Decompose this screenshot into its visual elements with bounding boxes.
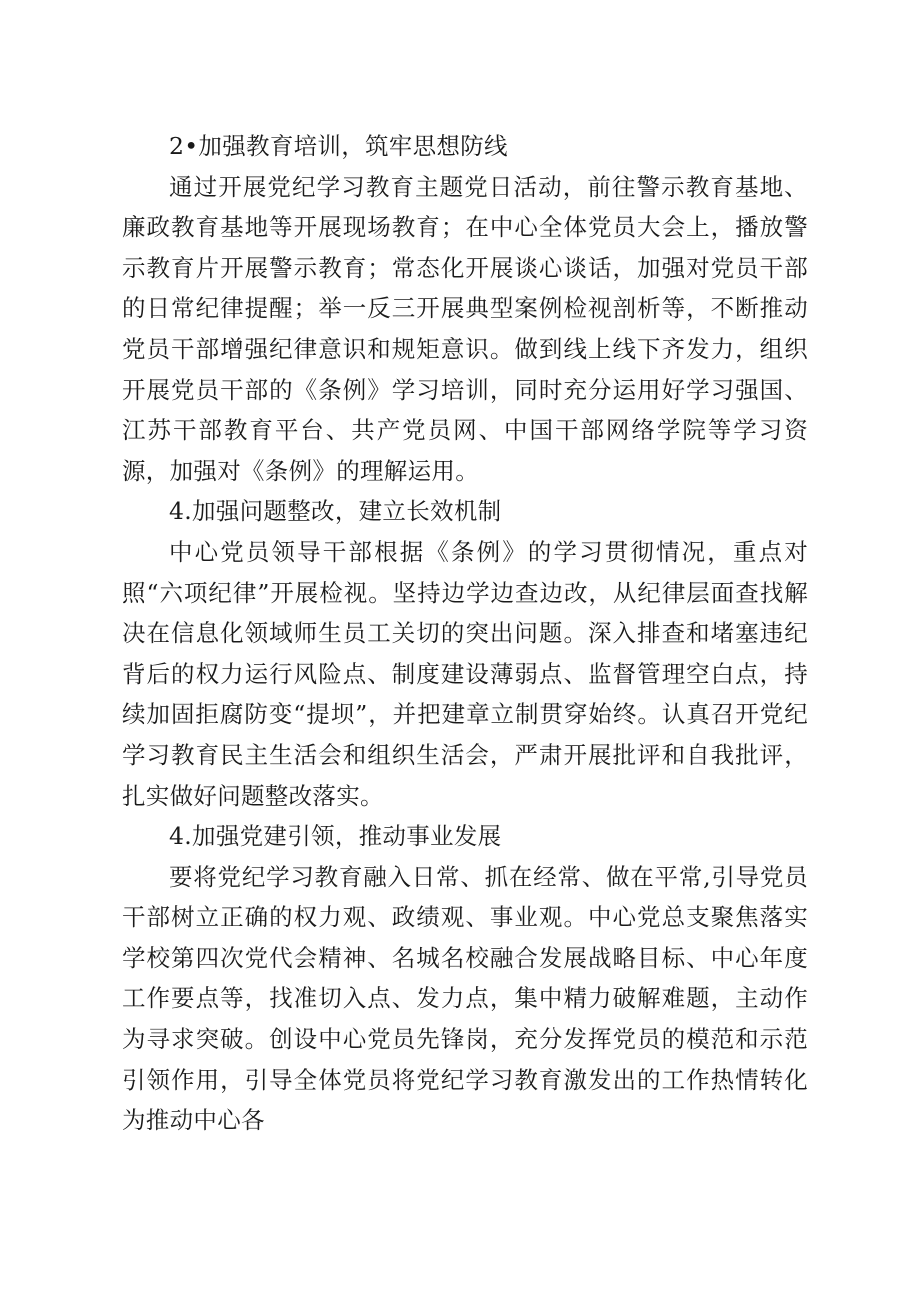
section-heading: 2•加强教育培训，筑牢思想防线: [169, 132, 508, 160]
section-heading: 4.加强问题整改，建立长效机制: [169, 497, 502, 526]
document-page: [122, 126, 808, 1141]
section-party-building: [122, 816, 808, 1141]
section-paragraph: 通过开展党纪学习教育主题党日活动，前往警示教育基地、廉政教育基地等开展现场教育；在中心全体党员大会上，播放警示教育片开展警示教育；常态化开展谈心谈话，加强对党员干部的日常纪律提醒；举一反三开展典型案例检视剖析等，不断推动党员干部增强纪律意识和规矩意识。做到线上线下齐发力，组织开展党员干部的《条例》学习培训，同时充分运用好学习强国、江苏干部教育平台、共产党员网、中国干部网络学院等学习资源，加强对《条例》的理解运用。: [122, 172, 808, 485]
section-heading: 4.加强党建引领，推动事业发展: [169, 822, 502, 851]
section-paragraph: 中心党员领导干部根据《条例》的学习贯彻情况，重点对照“六项纪律”开展检视。坚持边学边查边改，从纪律层面查找解决在信息化领域师生员工关切的突出问题。深入排查和堵塞违纪背后的权力运行风险点、制度建设薄弱点、监督管理空白点，持续加固拒腐防变“提坝”，并把建章立制贯穿始终。认真召开党纪学习教育民主生活会和组织生活会，严肃开展批评和自我批评，扎实做好问题整改落实。: [122, 537, 808, 810]
section-problem-rectification: [122, 491, 808, 816]
section-paragraph: 要将党纪学习教育融入日常、抓在经常、做在平常,引导党员干部树立正确的权力观、政绩观、事业观。中心党总支聚焦落实学校第四次党代会精神、名城名校融合发展战略目标、中心年度工作要点等，找准切入点、发力点，集中精力破解难题，主动作为寻求突破。创设中心党员先锋岗，充分发挥党员的模范和示范引领作用，引导全体党员将党纪学习教育激发出的工作热情转化为推动中心各: [122, 862, 808, 1135]
section-education-training: [122, 126, 808, 491]
